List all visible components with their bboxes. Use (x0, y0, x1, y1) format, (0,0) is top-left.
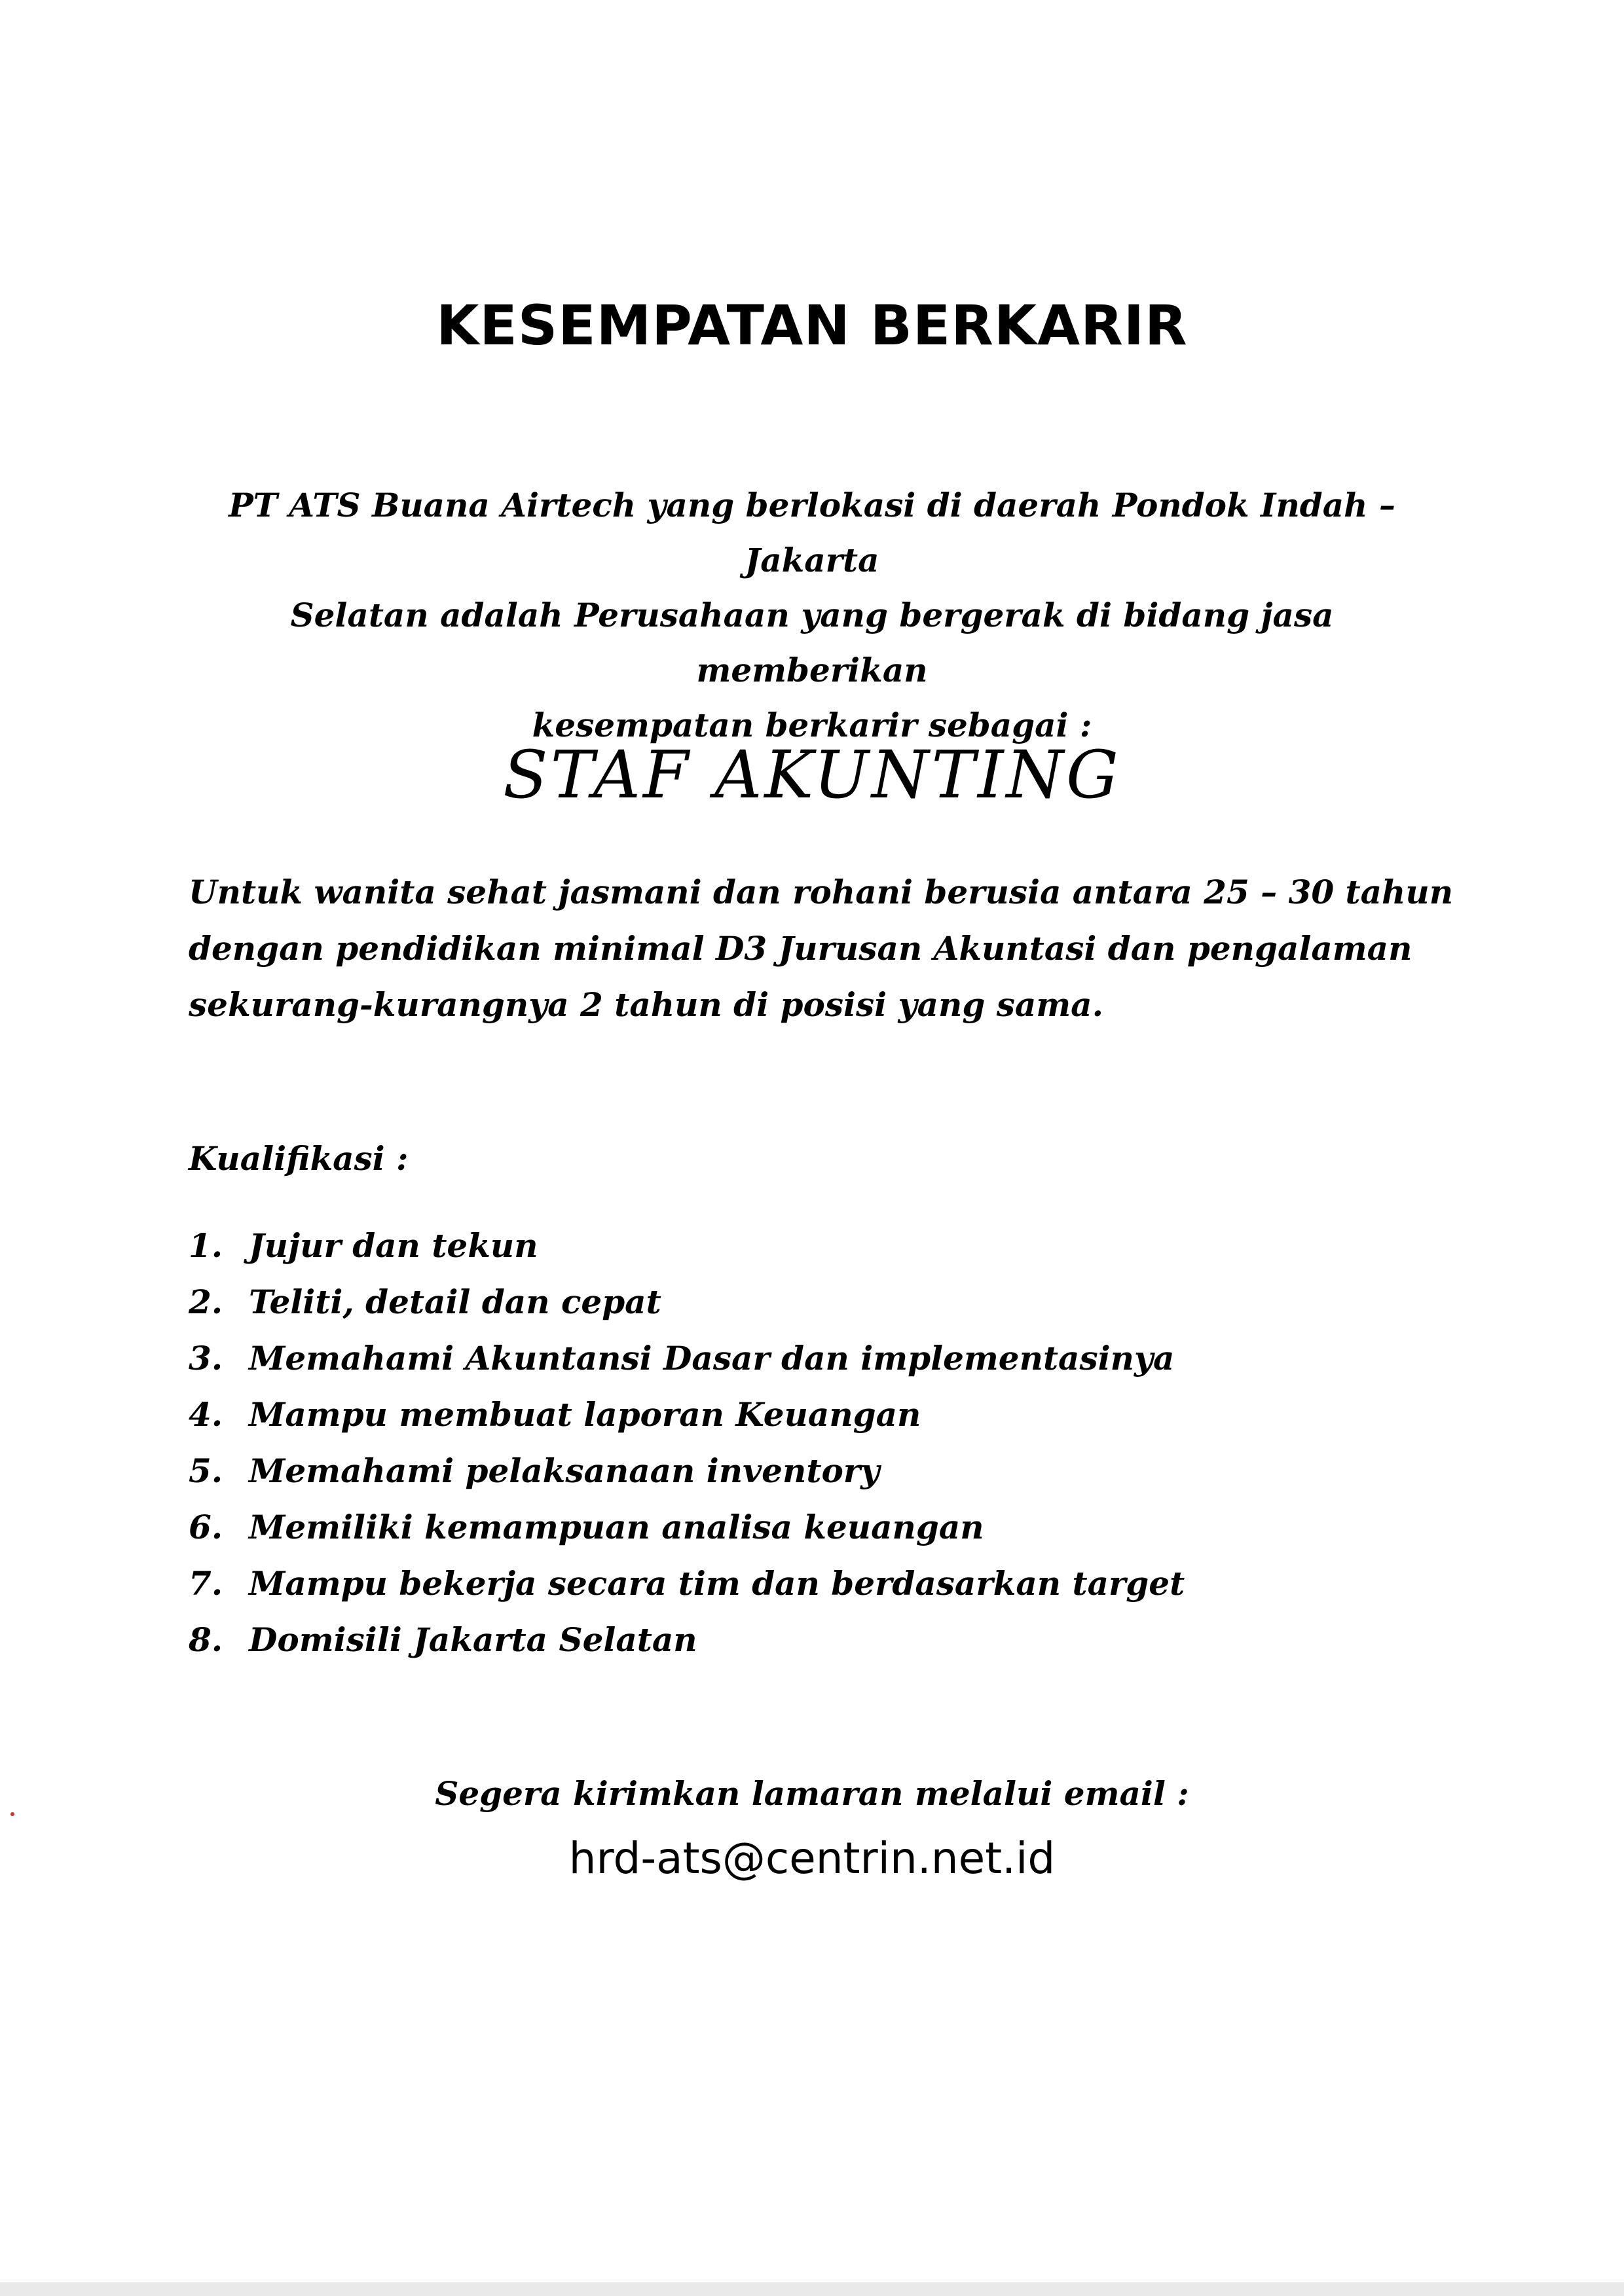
scan-edge (0, 2282, 1624, 2296)
list-item-number: 2. (189, 1283, 223, 1321)
list-item-number: 3. (189, 1339, 223, 1377)
list-item-text: Teliti, detail dan cepat (249, 1283, 661, 1321)
list-item (189, 1387, 1433, 1443)
call-to-action: Segera kirimkan lamaran melalui email : (435, 1774, 1189, 1813)
description-line: Untuk wanita sehat jasmani dan rohani berusia antara 25 – 30 tahun (189, 873, 1454, 911)
qualifications-list (189, 1218, 1433, 1668)
list-item-number: 7. (189, 1564, 223, 1603)
scan-speck (10, 1812, 14, 1816)
company-intro (196, 478, 1428, 753)
list-item (189, 1274, 1433, 1330)
list-item-text: Jujur dan tekun (249, 1226, 538, 1265)
list-item-text: Memahami Akuntansi Dasar dan implementasinya (249, 1339, 1175, 1377)
list-item (189, 1330, 1433, 1387)
list-item-text: Memahami pelaksanaan inventory (249, 1451, 880, 1490)
list-item (189, 1556, 1433, 1612)
intro-line: kesempatan berkarir sebagai : (532, 706, 1092, 744)
list-item-number: 1. (189, 1226, 223, 1265)
list-item (189, 1499, 1433, 1556)
intro-line: Selatan adalah Perusahaan yang bergerak di bidang jasa memberikan (290, 596, 1334, 689)
list-item-text: Memiliki kemampuan analisa keuangan (249, 1508, 984, 1546)
position-title: STAF AKUNTING (503, 737, 1121, 813)
intro-line: PT ATS Buana Airtech yang berlokasi di daerah Pondok Indah – Jakarta (229, 486, 1395, 579)
list-item (189, 1443, 1433, 1499)
list-item (189, 1218, 1433, 1274)
list-item-text: Domisili Jakarta Selatan (249, 1620, 697, 1659)
description-line: sekurang-kurangnya 2 tahun di posisi yang sama. (189, 985, 1103, 1024)
position-description (189, 864, 1454, 1033)
list-item-number: 6. (189, 1508, 223, 1546)
list-item-number: 8. (189, 1620, 223, 1659)
list-item-number: 5. (189, 1451, 223, 1490)
qualifications-heading: Kualifikasi : (189, 1139, 409, 1178)
document-title: KESEMPATAN BERKARIR (436, 293, 1188, 357)
description-line: dengan pendidikan minimal D3 Jurusan Akuntasi dan pengalaman (189, 929, 1412, 968)
list-item-text: Mampu membuat laporan Keuangan (249, 1395, 921, 1434)
list-item-text: Mampu bekerja secara tim dan berdasarkan target (249, 1564, 1185, 1603)
list-item (189, 1612, 1433, 1668)
list-item-number: 4. (189, 1395, 223, 1434)
contact-email: hrd-ats@centrin.net.id (568, 1833, 1056, 1884)
